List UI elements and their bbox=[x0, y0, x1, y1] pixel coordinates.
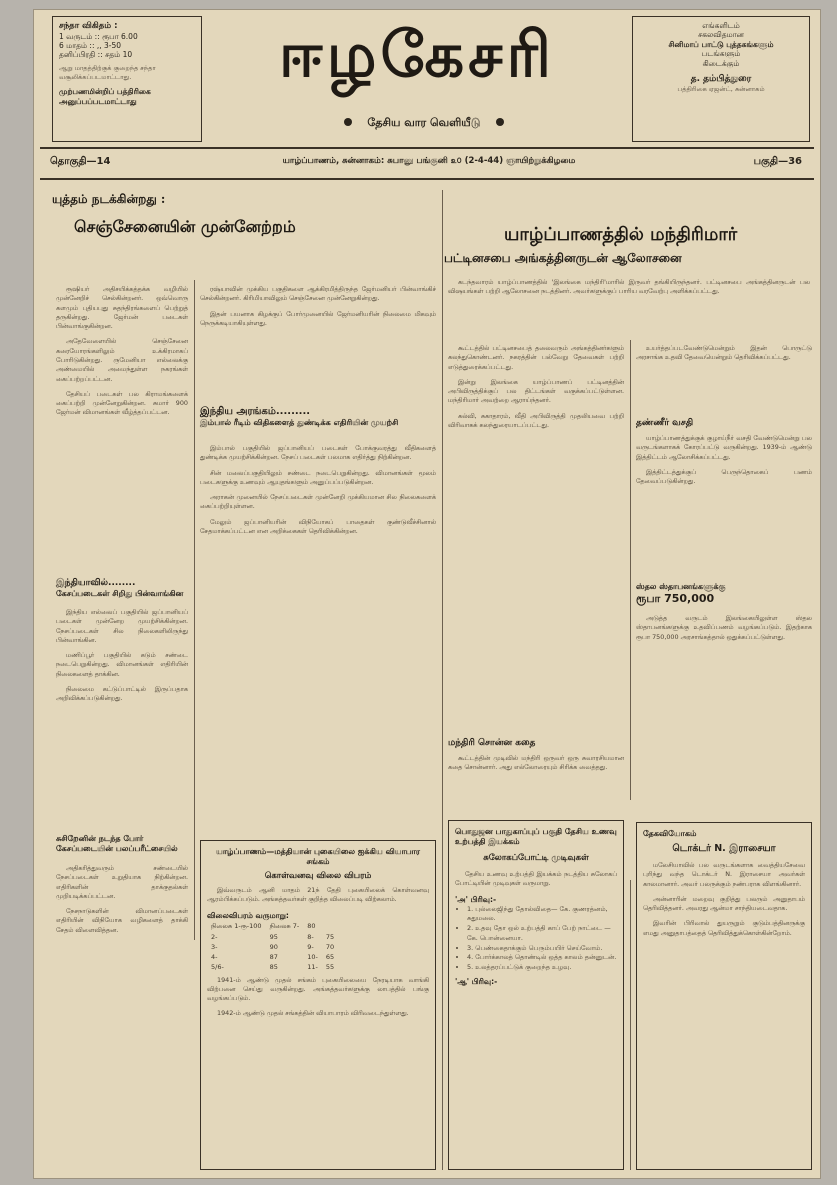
food-list bbox=[455, 905, 617, 973]
table-row: 5/6- 85 11- 55 bbox=[211, 962, 335, 971]
minister-headline: யாழ்ப்பாணத்தில் மந்திரிமார் bbox=[504, 224, 738, 245]
minister-intro: கடந்தவாரம் யாழ்ப்பாணத்தில் 'இலங்கை மந்திரி'மாரில் இருவர் தங்கியிருந்தனர். பட்டினசபை அங்கத்தினருடன் பல விஷயங்கள் பற்றி ஆலோசனை நடத்தினர். அவர்களுக்குப் பாரிய வரவேற்பு அளிக்கப்பட்டது. bbox=[448, 278, 810, 296]
list-item: • 1. புல்லைஜிந்து தோல்விதை— கே. குணரத்னம், சுதுமலை. bbox=[467, 905, 617, 925]
dateline-text: யாழ்ப்பாணம், சுன்னாகம்: சுபானு பங்குனி ௨௦ (2-4-44) ஞாயிற்றுக்கிழமை bbox=[282, 156, 576, 166]
advert-line: சகலவிதமான bbox=[698, 30, 744, 40]
subscription-row: தனிப்பிரதி :: சதம் 10 bbox=[59, 50, 133, 60]
advert-line: படங்களும் bbox=[701, 49, 741, 59]
column-divider bbox=[194, 280, 195, 940]
coop-subhead: கொள்வனவு விலை விபரம் bbox=[264, 871, 372, 881]
masthead-subtitle: தேசிய வார வெளியீடு bbox=[367, 116, 481, 129]
newspaper-page bbox=[34, 10, 820, 1178]
table-row: 3- 90 9- 70 bbox=[211, 942, 335, 951]
masthead-dot-left bbox=[344, 118, 352, 126]
food-prize-label: 'அ' பிரிவு:- bbox=[455, 894, 497, 904]
advert-box bbox=[632, 16, 810, 142]
india-body: இந்திய எல்லைப் பகுதியில் ஜப்பானியப் படைகள் முன்னேற முயற்சிக்கின்றன. நேசப்படைகள் சில நிலைகளிலிருந்து பின்வாங்கின. மணிப்பூர் பகுதியில் கடும் சண்டை நடைபெறுகின்றது. விமானங்கள் எதிரியின் நிலைகளைத் தாக்கின. நிலைமை கட்டுப்பாட்டில் இருப்பதாக அறிவிக்கப்படுகின்றது. bbox=[56, 608, 188, 703]
minister-subhead: பட்டினசபை அங்கத்தினருடன் ஆலோசனை bbox=[444, 251, 682, 265]
minister-body: கூட்டத்தில் பட்டினசபைத் தலைவரும் அங்கத்தினர்களும் கலந்துகொண்டனர். நகரத்தின் பல்வேறு தேவைகள் பற்றி எடுத்துரைக்கப்பட்டது. இன்று இலங்கை யாழ்ப்பாணப் பட்டினத்தின் அபிவிருத்திக்குப் பல திட்டங்கள் வகுக்கப்பட்டுள்ளன. மந்திரிமார் அவற்றை ஆராய்ந்தனர். கல்வி, சுகாதாரம், வீதி அபிவிருத்தி முதலியவை பற்றி விரிவாகக் கலந்துரையாடப்பட்டது. bbox=[448, 344, 624, 429]
dateline-volume: தொகுதி—14 bbox=[50, 156, 111, 167]
war-body-continued: ரஷ்யாவின் முக்கிய பகுதிகளை ஆக்கிரமித்திருந்த ஜேர்மனியர் பின்வாங்கிச் செல்கின்றனர். கிரிமியாவிலும் செஞ்சேனை முன்னேறுகின்றது. இதன் பயனாக கிழக்குப் போர்முனையில் ஜேர்மனியரின் நிலைமை மிகவும் நெருக்கடியாகியுள்ளது. bbox=[200, 285, 436, 327]
column-divider bbox=[442, 190, 443, 1170]
indian-war-subhead: இம்பால் ரீடிம் விதிகளைத் துண்டிக்க எதிரியின் முயற்சி bbox=[200, 418, 399, 427]
war-kicker: யுத்தம் நடக்கின்றது : bbox=[52, 192, 166, 206]
burma-subhead: கேசப்படையின் பலப்பரீட்சையில் bbox=[56, 844, 178, 853]
list-item: • 5. உலத்தரப்பட்டுக் குறைந்த உழவு. bbox=[467, 963, 617, 973]
minister-body-continued: உயர்த்தப்படவேண்டுமென்றும் இதன் பொருட்டு அரசாங்க உதவி தேவையென்றும் தெரிவிக்கப்பட்டது. bbox=[636, 344, 812, 362]
food-intro: தேசிய உணவு உற்பத்தி இயக்கம் நடத்திய சுலோகப் போட்டியின் முடிவுகள் வருமாறு. bbox=[455, 870, 617, 888]
dateline bbox=[44, 151, 808, 175]
war-headline: செஞ்சேனையின் முன்னேற்றம் bbox=[74, 217, 296, 236]
india-subhead: கேசப்படைகள் சிறிது பின்வாங்கின bbox=[56, 589, 184, 598]
burma-headline: சுசிறேனின் நடந்த போர் bbox=[56, 834, 144, 843]
advert-line: சினிமாப் பாட்டு புத்தகங்களும் bbox=[668, 39, 774, 49]
subscription-advance-note: முற்பணமின்றிப் பத்திரிகை அனுப்பப்படமாட்டாது bbox=[59, 87, 151, 106]
advert-address: பத்திரிகை ஏஜன்ட், சுன்னாகம் bbox=[677, 85, 765, 94]
subscription-box bbox=[52, 16, 202, 142]
advert-line: கிடைக்கும் bbox=[702, 58, 740, 68]
indian-war-body: இம்பால் பகுதியில் ஜப்பானியப் படைகள் போக்குவரத்து வீதிகளைத் துண்டிக்க முயற்சிக்கின்றன. நேசப் படைகள் பலமாக எதிர்த்து நிற்கின்றன. சின் மலைப்பகுதியிலும் சண்டை நடைபெறுகின்றது. விமானங்கள் மூலம் படைகளுக்கு உணவும் ஆயுதங்களும் அனுப்பப்படுகின்றன. அராகன் முனையில் நேசப்படைகள் முன்னேறி முக்கியமான சில நிலைகளைக் கைப்பற்றியுள்ளன. மேலும் ஜப்பானியரின் விநியோகப் பாதைகள் குண்டுவீச்சினால் சேதமாக்கப்பட்டன என அறிக்கைகள் தெரிவிக்கின்றன. bbox=[200, 444, 436, 535]
war-body: ரூஷியர் அதிசயிக்கத்தக்க வழியில் முன்னேறிச் செல்கின்றனர். ஒவ்வொரு களமும் புதியபுது சுதந்திரங்களைப் பெற்றுத் தருகின்றது. ஜேர்மன் படைகள் பின்வாங்குகின்றன. அதேவேளையில் செஞ்சேனை கரையோரங்களிலும் உக்கிரமாகப் போரிடுகின்றது. ருமேனியா எல்லைக்கு அண்மையில் அமைந்துள்ள நகரங்கள் கைப்பற்றப்பட்டன. தேசியப் படைகள் பல கிராமங்களைக் கைப்பற்றி முன்னேறுகின்றன. சுமார் 900 ஜேர்மன் விமானங்கள் வீழ்த்தப்பட்டன. bbox=[56, 285, 188, 417]
dateline-rule-top bbox=[40, 147, 814, 149]
table-row: நிலைசு 1-ரூ-100 நிலைசு 7- 80 bbox=[211, 921, 316, 931]
story-body: கூட்டத்தின் முடிவில் மந்திரி ஒருவர் ஒரு சுவாரசியமான கதை சொன்னார். அது எல்லோரையும் சிரிக்க வைத்தது. bbox=[448, 754, 624, 772]
subscription-title: சந்தா விகிதம் : bbox=[59, 21, 118, 31]
masthead-dot-right bbox=[496, 118, 504, 126]
food-box bbox=[448, 820, 624, 1170]
obituary-headline: டொக்டர் N. இராசையா bbox=[672, 843, 776, 854]
food-prize-label: 'ஆ' பிரிவு:- bbox=[455, 976, 498, 986]
list-item: • 3. பெண்கைதாக்கும் பெரும்பயிர் செய்வோம். bbox=[467, 944, 617, 954]
food-subhead: சுலோகப்போட்டி முடிவுகள் bbox=[483, 853, 589, 863]
indian-war-headline: இந்திய அரங்கம்......... bbox=[200, 406, 311, 417]
advert-name: த. தம்பித்துரை bbox=[690, 73, 752, 84]
rupees-body: அடுத்த வருடம் இலங்கையிலுள்ள ஸ்தல ஸ்தாபனங்களுக்கு உதவிப்பணம் வழங்கப்படும். இதற்காக ரூபா 750,000 அரசாங்கத்தால் ஒதுக்கப்பட்டுள்ளது. bbox=[636, 614, 812, 641]
rupees-headline: ஸ்தல ஸ்தாபனங்களுக்கு bbox=[636, 582, 726, 591]
coop-box bbox=[200, 840, 436, 1170]
subscription-row: 1 வருடம் :: ரூபா 6.00 bbox=[59, 31, 138, 41]
table-row: 4- 87 10- 65 bbox=[211, 952, 335, 961]
india-headline: இந்தியாவில்........ bbox=[56, 578, 136, 588]
obituary-body: மலேசியாவில் பல வருடங்களாக வைத்தியசேவை புரிந்து வந்த டொக்டர் N. இராசையா அவர்கள் காலமானார். அவர் பலருக்கும் நண்பராக விளங்கினார். அன்னாரின் மறைவு குறித்து பலரும் அனுதாபம் தெரிவித்தனர். அவரது ஆன்மா சாந்தியடைவதாக. இவரின் பிரிவால் துயருறும் குடும்பத்தினருக்கு எமது அனுதாபத்தைத் தெரிவித்துக்கொள்கின்றோம். bbox=[643, 861, 805, 937]
price-table bbox=[207, 921, 338, 972]
water-body: யாழ்ப்பாணத்துக்குக் குழாய்நீர் வசதி வேண்டுமென்று பல வருடங்களாகக் கோரப்பட்டு வருகின்றது. 1939-ம் ஆண்டு இத்திட்டம் ஆலோசிக்கப்பட்டது. இத்திட்டத்துக்குப் பெருந்தொகைப் பணம் தேவைப்படுகின்றது. bbox=[636, 434, 812, 486]
coop-headline: யாழ்ப்பாணம்—மத்தியான் புகையிலை ஐக்கிய வியாபார சங்கம் bbox=[216, 847, 420, 866]
story-headline: மந்திரி சொன்ன கதை bbox=[448, 738, 536, 748]
water-headline: தண்ணீர் வசதி bbox=[636, 418, 694, 428]
subscription-row: 6 மாதம் :: ,, 3-50 bbox=[59, 41, 122, 50]
prices-header: விலைவிபரம் வருமாறு: bbox=[207, 910, 289, 920]
dateline-rule-bottom bbox=[40, 178, 814, 180]
obituary-box bbox=[636, 822, 812, 1170]
food-headline: பொதுஜன பாதுகாப்புப் பகுதி தேசிய உணவு உற்பத்தி இயக்கம் bbox=[455, 827, 617, 846]
list-item: • 2. உதவு தோ ஒல் உற்பத்தி காப் பேற் நாட்டை — கே. பொன்னையா. bbox=[467, 924, 617, 944]
masthead-title: ஈழகேசரி bbox=[278, 18, 556, 91]
rupees-amount: ரூபா 750,000 bbox=[636, 592, 715, 605]
list-item: • 4. போர்க்காலத் தொண்டில் ஒத்த காலம் தன்னுடன். bbox=[467, 953, 617, 963]
table-row: 2- 95 8- 75 bbox=[211, 932, 335, 941]
advert-line: எங்களிடம் bbox=[702, 21, 740, 30]
coop-outro: 1941-ம் ஆண்டு முதல் சங்கம் புகையிலையை நேரடியாக வாங்கி விற்பனை செய்து வருகின்றது. அங்கத்தவர்களுக்கு லாபத்தில் பங்கு வழங்கப்படும். 1942-ம் ஆண்டு முதல் சங்கத்தின் வியாபாரம் விரிவடைந்துள்ளது. bbox=[207, 975, 429, 1018]
subscription-note: ஆறு மாதத்திற்குக் குறைந்த சந்தா வசூலிக்கப்படமாட்டாது. bbox=[59, 63, 156, 81]
column-divider bbox=[630, 340, 631, 800]
burma-body: அதிகரித்துவரும் சண்டையில் நேசப்படைகள் உறுதியாக நிற்கின்றன. எதிரிகளின் தாக்குதல்கள் முறியடிக்கப்பட்டன. நேசநாடுகளின் விமானப்படைகள் எதிரியின் விநியோக வழிகளைத் தாக்கி சேதம் விளைவித்தன. bbox=[56, 864, 188, 934]
coop-intro: இவ்வருடம் ஆனி மாதம் 21ந் தேதி புகையிலைக் கொள்வனவு ஆரம்பிக்கப்படும். அங்கத்தவர்கள் குறித்த விலைப்படி விற்கலாம். bbox=[207, 886, 429, 904]
obituary-kicker: தேகவியோகம் bbox=[643, 829, 697, 838]
column-divider bbox=[630, 880, 631, 1170]
dateline-part: பகுதி—36 bbox=[753, 156, 802, 167]
